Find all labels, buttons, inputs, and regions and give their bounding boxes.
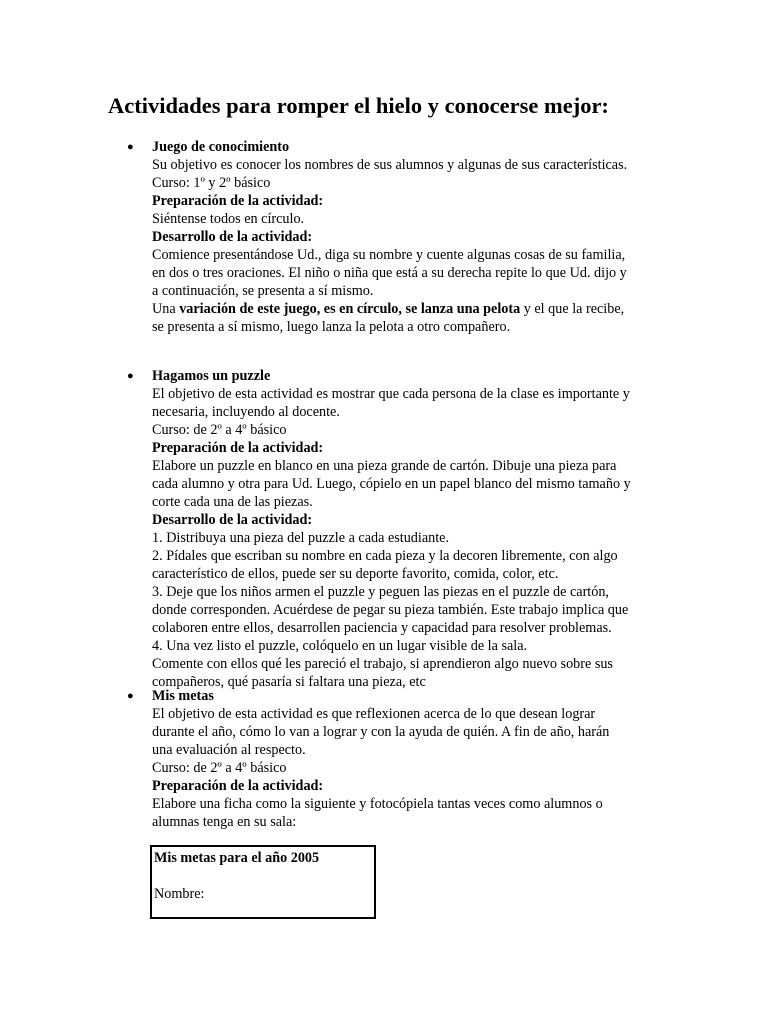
variation-prefix: Una [152,301,180,317]
development-line: en dos o tres oraciones. El niño o niña que está a su derecha repite lo que Ud. dijo y [152,265,627,281]
preparation-heading: Preparación de la actividad: [152,193,324,209]
variation-bold-text: variación de este juego, es en círculo, se lanza una pelota [179,301,521,317]
preparation-line: alumnas tenga en su sala: [152,814,297,830]
variation-line [152,300,672,318]
activity-mis-metas [152,687,672,831]
development-line: donde corresponden. Acuérdese de pegar su pieza también. Este trabajo implica que [152,602,629,618]
development-line: 4. Una vez listo el puzzle, colóquelo en un lugar visible de la sala. [152,638,528,654]
variation-line-2: se presenta a sí mismo, luego lanza la pelota a otro compañero. [152,319,511,335]
preparation-line: corte cada una de las piezas. [152,494,313,510]
development-line: colaboren entre ellos, desarrollen paciencia y capacidad para resolver problemas. [152,620,612,636]
goals-form-box [150,845,376,919]
preparation-line: cada alumno y otra para Ud. Luego, cópielo en un papel blanco del mismo tamaño y [152,476,631,492]
activity-objective: Su objetivo es conocer los nombres de sus alumnos y algunas de sus características. [152,157,628,173]
activity-juego-de-conocimiento [152,138,672,336]
activity-objective: una evaluación al respecto. [152,742,306,758]
development-heading: Desarrollo de la actividad: [152,512,313,528]
document-title: Actividades para romper el hielo y conocerse mejor: [108,93,609,118]
goals-form-title: Mis metas para el año 2005 [154,850,320,866]
activity-heading: Hagamos un puzzle [152,368,271,384]
activity-course: Curso: de 2º a 4º básico [152,760,287,776]
development-line: 3. Deje que los niños armen el puzzle y peguen las piezas en el puzzle de cartón, [152,584,609,600]
development-line: Comente con ellos qué les pareció el trabajo, si aprendieron algo nuevo sobre sus [152,656,613,672]
preparation-line: Elabore una ficha como la siguiente y fotocópiela tantas veces como alumnos o [152,796,603,812]
activity-course: Curso: de 2º a 4º básico [152,422,287,438]
preparation-line: Elabore un puzzle en blanco en una pieza grande de cartón. Dibuje una pieza para [152,458,617,474]
preparation-heading: Preparación de la actividad: [152,778,324,794]
development-line: característico de ellos, puede ser su deporte favorito, comida, color, etc. [152,566,559,582]
bullet-icon: ● [127,370,134,382]
activity-objective: El objetivo de esta actividad es que reflexionen acerca de lo que desean lograr [152,706,596,722]
bullet-icon: ● [127,690,134,702]
activity-course: Curso: 1º y 2º básico [152,175,271,191]
activity-objective: durante el año, cómo lo van a lograr y con la ayuda de quién. A fin de año, harán [152,724,610,740]
preparation-heading: Preparación de la actividad: [152,440,324,456]
activity-objective: necesaria, incluyendo al docente. [152,404,340,420]
activity-heading: Juego de conocimiento [152,139,290,155]
development-line: compañeros, qué pasaría si faltara una pieza, etc [152,674,426,690]
goals-form-name-label: Nombre: [154,886,205,902]
bullet-icon: ● [127,141,134,153]
activity-objective: El objetivo de esta actividad es mostrar que cada persona de la clase es importante y [152,386,630,402]
preparation-text: Siéntense todos en círculo. [152,211,305,227]
development-heading: Desarrollo de la actividad: [152,229,313,245]
development-line: Comience presentándose Ud., diga su nombre y cuente algunas cosas de su familia, [152,247,626,263]
variation-suffix: y el que la recibe, [520,301,625,317]
development-line: a continuación, se presenta a sí mismo. [152,283,374,299]
activity-hagamos-un-puzzle [152,367,672,691]
activity-heading: Mis metas [152,688,214,704]
development-line: 2. Pídales que escriban su nombre en cada pieza y la decoren libremente, con algo [152,548,618,564]
development-line: 1. Distribuya una pieza del puzzle a cada estudiante. [152,530,450,546]
